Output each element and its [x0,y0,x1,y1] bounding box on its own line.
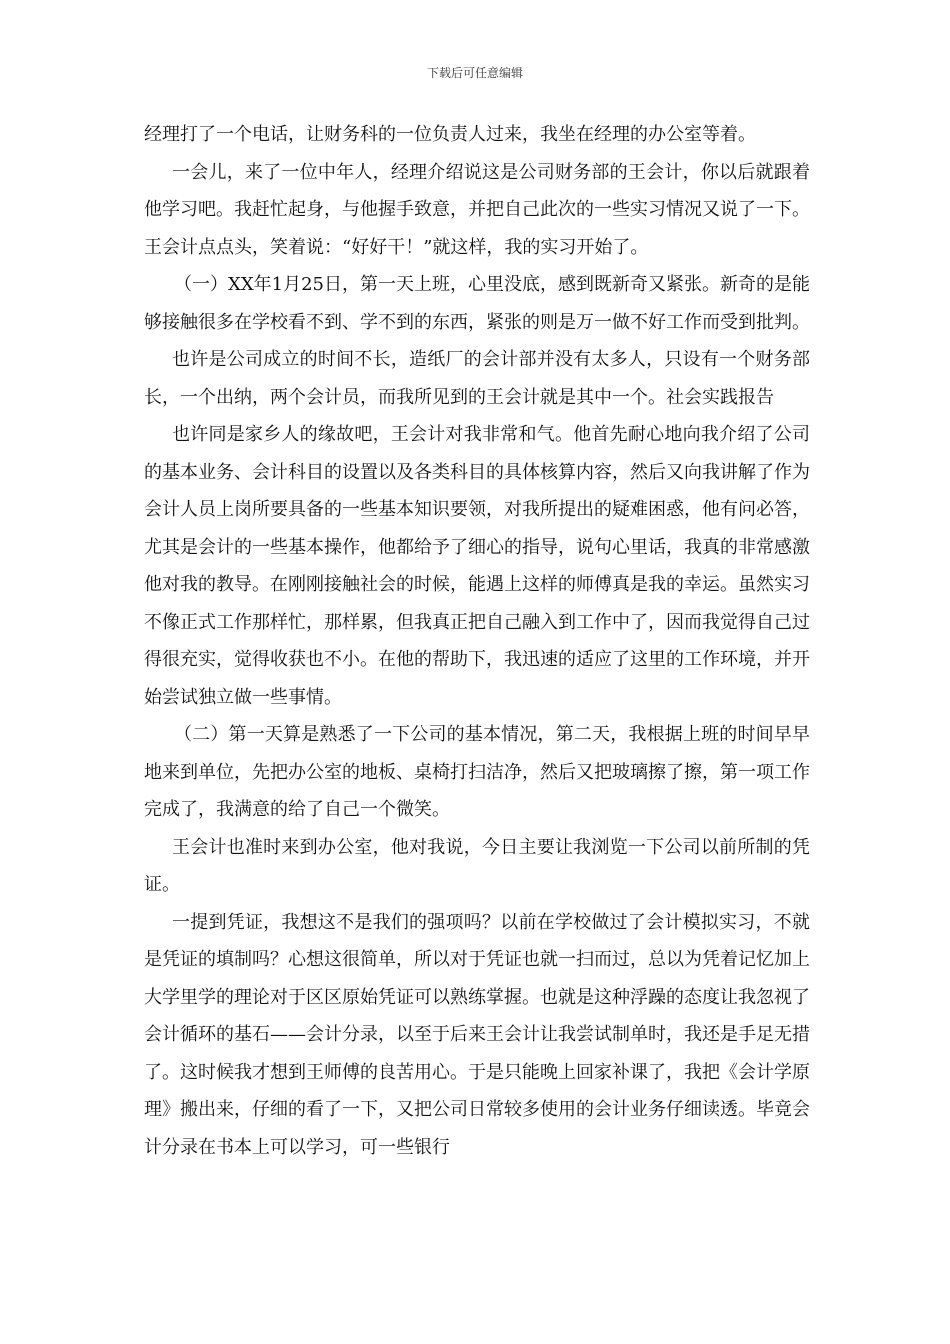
paragraph: （二）第一天算是熟悉了一下公司的基本情况，第二天，我根据上班的时间早早地来到单位，先把办公室的地板、桌椅打扫洁净，然后又把玻璃擦了擦，第一项工作完成了，我满意的给了自己一个微笑。 [144,724,810,820]
paragraph: 一提到凭证，我想这不是我们的强项吗？以前在学校做过了会计模拟实习，不就是凭证的填制吗？心想这很简单，所以对于凭证也就一扫而过，总以为凭着记忆加上大学里学的理论对于区区原始凭证可以熟练掌握。也就是这种浮躁的态度让我忽视了会计循环的基石——会计分录，以至于后来王会计让我尝试制单时，我还是手足无措了。这时候我才想到王师傅的良苦用心。于是只能晚上回家补课了，我把《会计学原理》搬出来，仔细的看了一下，又把公司日常较多使用的会计业务仔细读透。毕竟会计分录在书本上可以学习，可一些银行 [144,911,810,1158]
paragraph: 经理打了一个电话，让财务科的一位负责人过来，我坐在经理的办公室等着。 [144,124,756,145]
paragraph: 也许是公司成立的时间不长，造纸厂的会计部并没有太多人，只设有一个财务部长，一个出纳，两个会计员，而我所见到的王会计就是其中一个。社会实践报告 [144,349,810,408]
paragraph: （一）XX年1月25日，第一天上班，心里没底，感到既新奇又紧张。新奇的是能够接触很多在学校看不到、学不到的东西，紧张的则是万一做不好工作而受到批判。 [144,274,810,333]
document-body [144,116,810,1166]
paragraph: 王会计也准时来到办公室，他对我说，今日主要让我浏览一下公司以前所制的凭证。 [144,836,810,895]
paragraph: 也许同是家乡人的缘故吧，王会计对我非常和气。他首先耐心地向我介绍了公司的基本业务、会计科目的设置以及各类科目的具体核算内容，然后又向我讲解了作为会计人员上岗所要具备的一些基本知识要领，对我所提出的疑难困惑，他有问必答，尤其是会计的一些基本操作，他都给予了细心的指导，说句心里话，我真的非常感激他对我的教导。在刚刚接触社会的时候，能遇上这样的师傅真是我的幸运。虽然实习不像正式工作那样忙，那样累，但我真正把自己融入到工作中了，因而我觉得自己过得很充实，觉得收获也不小。在他的帮助下，我迅速的适应了这里的工作环境，并开始尝试独立做一些事情。 [144,424,810,708]
page-header: 下载后可任意编辑 [426,66,523,80]
paragraph: 一会儿，来了一位中年人，经理介绍说这是公司财务部的王会计，你以后就跟着他学习吧。我赶忙起身，与他握手致意，并把自己此次的一些实习情况又说了一下。王会计点点头，笑着说：“好好干！”就这样，我的实习开始了。 [144,161,810,258]
